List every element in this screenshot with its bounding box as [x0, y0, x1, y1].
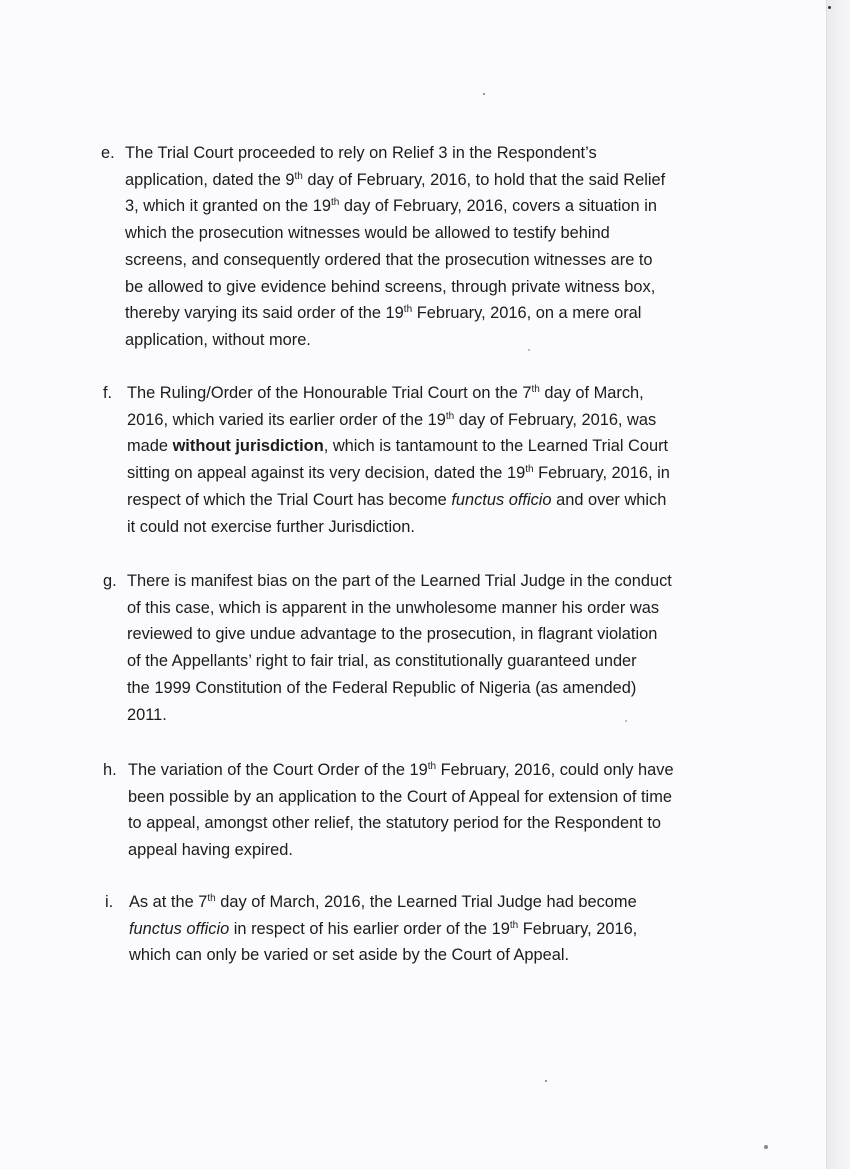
text-run: 3, which it granted on the 19: [125, 197, 331, 216]
scan-speck: [828, 6, 831, 9]
text-line: [125, 193, 737, 220]
superscript: th: [403, 304, 413, 316]
text-line: [127, 460, 739, 487]
superscript: th: [207, 893, 216, 904]
item-text: [129, 889, 741, 969]
text-line: [127, 595, 739, 622]
text-run: 2011.: [127, 705, 167, 724]
superscript: th: [531, 384, 540, 395]
text-run: day of March,: [539, 384, 644, 402]
superscript: th: [294, 170, 303, 182]
item-text: [125, 140, 737, 354]
text-line: [127, 514, 739, 541]
text-line: [128, 837, 740, 864]
scan-speck: [483, 93, 485, 95]
text-run: day of February, 2016, covers a situation in: [339, 197, 657, 216]
text-line: [128, 784, 740, 811]
text-run: day of February, 2016, was: [454, 410, 657, 429]
text-run: screens, and consequently ordered that the prosecution witnesses are to: [125, 250, 653, 269]
scan-speck: [764, 1145, 768, 1149]
text-run: The variation of the Court Order of the 19: [128, 761, 428, 779]
text-run: respect of which the Trial Court has become: [127, 490, 452, 509]
text-line: [125, 300, 737, 327]
text-run: of this case, which is apparent in the unwholesome manner his order was: [127, 598, 660, 617]
item-marker: g.: [103, 572, 117, 590]
text-run: application, without more.: [125, 330, 311, 349]
text-run: day of March, 2016, the Learned Trial Judge had become: [215, 893, 637, 911]
text-run: application, dated the 9: [125, 170, 295, 189]
text-run: made: [127, 437, 173, 456]
text-run: the 1999 Constitution of the Federal Republic of Nigeria (as amended): [127, 678, 637, 697]
text-run: of the Appellants’ right to fair trial, as constitutionally guaranteed under: [127, 652, 637, 671]
text-run: which can only be varied or set aside by the Court of Appeal.: [129, 946, 570, 965]
text-line: [127, 702, 739, 729]
text-line: [127, 568, 739, 595]
text-run: reviewed to give undue advantage to the prosecution, in flagrant violation: [127, 625, 658, 644]
item-marker: i.: [105, 893, 114, 911]
text-run: and over which: [551, 490, 667, 509]
text-line: [128, 810, 740, 837]
text-run: As at the 7: [129, 893, 208, 911]
text-run: in respect of his earlier order of the 19: [229, 919, 510, 938]
italic-text: functus officio: [129, 919, 230, 938]
text-line: [125, 167, 737, 194]
text-line: [125, 274, 737, 301]
superscript: th: [445, 410, 455, 422]
text-run: 2016, which varied its earlier order of the 19: [127, 410, 446, 429]
scan-speck: [545, 1080, 547, 1082]
item-marker: h.: [103, 761, 117, 779]
text-run: thereby varying its said order of the 19: [125, 304, 404, 323]
text-run: day of February, 2016, to hold that the said Relief: [302, 170, 666, 189]
text-run: The Trial Court proceeded to rely on Relief 3 in the Respondent’s: [125, 144, 597, 162]
superscript: th: [525, 464, 534, 476]
text-run: appeal having expired.: [128, 841, 293, 860]
item-marker: f.: [103, 384, 113, 402]
text-run: February, 2016, in: [533, 464, 670, 483]
text-run: There is manifest bias on the part of the Learned Trial Judge in the conduct: [127, 572, 672, 590]
text-line: [125, 140, 737, 167]
superscript: th: [427, 761, 437, 772]
text-line: [129, 942, 741, 969]
text-run: be allowed to give evidence behind screens, through private witness box,: [125, 277, 656, 296]
text-run: it could not exercise further Jurisdiction.: [127, 517, 415, 536]
text-run: February, 2016,: [518, 919, 638, 938]
bold-text: without jurisdiction: [172, 437, 324, 456]
page-edge: [826, 0, 850, 1169]
item-text: [127, 568, 739, 728]
text-line: [125, 247, 737, 274]
text-line: [127, 433, 739, 460]
text-run: , which is tantamount to the Learned Trial Court: [323, 437, 669, 456]
text-run: which the prosecution witnesses would be allowed to testify behind: [125, 224, 610, 243]
item-text: [127, 380, 739, 540]
text-run: to appeal, amongst other relief, the statutory period for the Respondent to: [128, 814, 662, 833]
superscript: th: [330, 197, 340, 209]
text-line: [127, 487, 739, 514]
text-line: [127, 380, 739, 407]
text-line: [127, 675, 739, 702]
text-run: sitting on appeal against its very decision, dated the 19: [127, 464, 526, 483]
italic-text: functus officio: [451, 490, 552, 509]
text-line: [127, 648, 739, 675]
item-marker: e.: [101, 144, 115, 162]
superscript: th: [509, 919, 519, 931]
text-line: [127, 407, 739, 434]
text-line: [125, 220, 737, 247]
text-run: February, 2016, could only have: [436, 761, 674, 779]
text-line: [129, 889, 741, 916]
text-line: [128, 757, 740, 784]
text-run: February, 2016, on a mere oral: [412, 304, 642, 323]
text-line: [129, 916, 741, 943]
text-line: [127, 621, 739, 648]
text-line: [125, 327, 737, 354]
text-run: been possible by an application to the Court of Appeal for extension of time: [128, 787, 672, 806]
item-text: [128, 757, 740, 864]
text-run: The Ruling/Order of the Honourable Trial Court on the 7: [127, 384, 532, 402]
